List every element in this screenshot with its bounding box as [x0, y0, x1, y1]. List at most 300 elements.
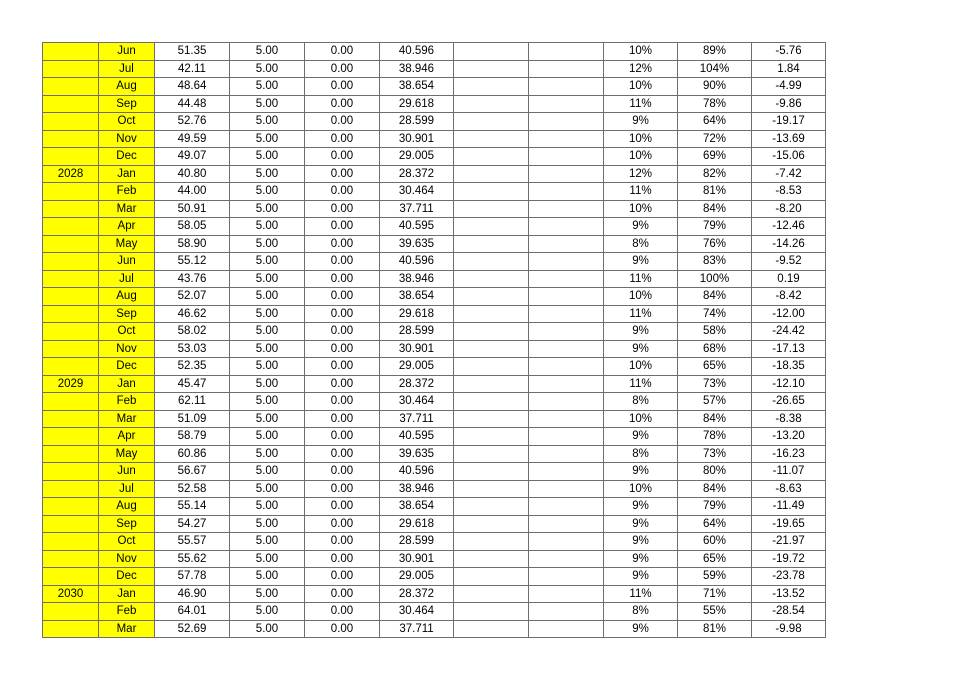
month-cell: Jun	[99, 463, 155, 481]
delta-cell: -24.42	[752, 323, 826, 341]
blank-cell	[529, 340, 604, 358]
value-cell-2: 5.00	[230, 253, 305, 271]
percent-cell-1: 10%	[604, 358, 678, 376]
value-cell-4: 30.464	[380, 393, 454, 411]
value-cell-4: 28.599	[380, 113, 454, 131]
value-cell-5	[454, 480, 529, 498]
percent-cell-1: 10%	[604, 78, 678, 96]
value-cell-2: 5.00	[230, 340, 305, 358]
delta-cell: -16.23	[752, 445, 826, 463]
percent-cell-2: 81%	[678, 620, 752, 638]
year-cell	[43, 620, 99, 638]
value-cell-4: 38.654	[380, 288, 454, 306]
month-cell: Mar	[99, 200, 155, 218]
delta-cell: -18.35	[752, 358, 826, 376]
blank-cell	[529, 270, 604, 288]
value-cell-3: 0.00	[305, 183, 380, 201]
data-table	[42, 42, 826, 638]
month-cell: May	[99, 445, 155, 463]
value-cell-1: 58.05	[155, 218, 230, 236]
month-cell: Aug	[99, 78, 155, 96]
percent-cell-2: 58%	[678, 323, 752, 341]
year-cell	[43, 498, 99, 516]
value-cell-2: 5.00	[230, 358, 305, 376]
table-row	[43, 200, 826, 218]
month-cell: Apr	[99, 428, 155, 446]
percent-cell-2: 57%	[678, 393, 752, 411]
delta-cell: -26.65	[752, 393, 826, 411]
year-cell	[43, 288, 99, 306]
value-cell-1: 55.12	[155, 253, 230, 271]
table-row	[43, 253, 826, 271]
value-cell-3: 0.00	[305, 43, 380, 61]
value-cell-1: 43.76	[155, 270, 230, 288]
percent-cell-2: 59%	[678, 568, 752, 586]
year-cell	[43, 235, 99, 253]
value-cell-5	[454, 200, 529, 218]
value-cell-2: 5.00	[230, 235, 305, 253]
year-cell	[43, 95, 99, 113]
percent-cell-2: 55%	[678, 603, 752, 621]
percent-cell-1: 9%	[604, 620, 678, 638]
value-cell-5	[454, 60, 529, 78]
table-row	[43, 393, 826, 411]
year-cell	[43, 445, 99, 463]
value-cell-2: 5.00	[230, 78, 305, 96]
value-cell-1: 52.58	[155, 480, 230, 498]
delta-cell: -19.65	[752, 515, 826, 533]
month-cell: Jul	[99, 270, 155, 288]
blank-cell	[529, 323, 604, 341]
percent-cell-1: 12%	[604, 60, 678, 78]
percent-cell-1: 9%	[604, 323, 678, 341]
value-cell-5	[454, 270, 529, 288]
percent-cell-1: 11%	[604, 305, 678, 323]
month-cell: Oct	[99, 323, 155, 341]
value-cell-5	[454, 323, 529, 341]
blank-cell	[529, 253, 604, 271]
percent-cell-1: 8%	[604, 393, 678, 411]
delta-cell: -12.10	[752, 375, 826, 393]
percent-cell-2: 78%	[678, 428, 752, 446]
value-cell-1: 50.91	[155, 200, 230, 218]
percent-cell-2: 71%	[678, 585, 752, 603]
value-cell-2: 5.00	[230, 533, 305, 551]
value-cell-3: 0.00	[305, 498, 380, 516]
percent-cell-2: 104%	[678, 60, 752, 78]
value-cell-2: 5.00	[230, 603, 305, 621]
delta-cell: -9.52	[752, 253, 826, 271]
month-cell: Oct	[99, 533, 155, 551]
percent-cell-1: 9%	[604, 533, 678, 551]
table-row	[43, 43, 826, 61]
table-row	[43, 568, 826, 586]
value-cell-5	[454, 340, 529, 358]
table-row	[43, 323, 826, 341]
delta-cell: -9.86	[752, 95, 826, 113]
percent-cell-2: 84%	[678, 480, 752, 498]
value-cell-5	[454, 410, 529, 428]
blank-cell	[529, 95, 604, 113]
value-cell-2: 5.00	[230, 183, 305, 201]
percent-cell-1: 10%	[604, 130, 678, 148]
value-cell-5	[454, 515, 529, 533]
delta-cell: -8.63	[752, 480, 826, 498]
delta-cell: -13.20	[752, 428, 826, 446]
percent-cell-2: 64%	[678, 113, 752, 131]
percent-cell-1: 9%	[604, 428, 678, 446]
value-cell-3: 0.00	[305, 235, 380, 253]
blank-cell	[529, 78, 604, 96]
value-cell-4: 39.635	[380, 235, 454, 253]
value-cell-4: 30.464	[380, 183, 454, 201]
value-cell-1: 56.67	[155, 463, 230, 481]
value-cell-2: 5.00	[230, 498, 305, 516]
value-cell-3: 0.00	[305, 480, 380, 498]
value-cell-3: 0.00	[305, 253, 380, 271]
value-cell-1: 49.59	[155, 130, 230, 148]
table-row	[43, 603, 826, 621]
value-cell-5	[454, 568, 529, 586]
value-cell-2: 5.00	[230, 270, 305, 288]
value-cell-4: 40.596	[380, 43, 454, 61]
percent-cell-1: 9%	[604, 498, 678, 516]
delta-cell: -8.20	[752, 200, 826, 218]
value-cell-1: 53.03	[155, 340, 230, 358]
percent-cell-2: 79%	[678, 498, 752, 516]
value-cell-4: 38.946	[380, 480, 454, 498]
table-row	[43, 165, 826, 183]
table-row	[43, 183, 826, 201]
value-cell-5	[454, 165, 529, 183]
year-cell	[43, 323, 99, 341]
percent-cell-2: 100%	[678, 270, 752, 288]
value-cell-5	[454, 498, 529, 516]
percent-cell-2: 73%	[678, 375, 752, 393]
value-cell-4: 30.901	[380, 340, 454, 358]
blank-cell	[529, 305, 604, 323]
blank-cell	[529, 113, 604, 131]
percent-cell-2: 73%	[678, 445, 752, 463]
table-row	[43, 358, 826, 376]
value-cell-4: 39.635	[380, 445, 454, 463]
value-cell-5	[454, 288, 529, 306]
value-cell-1: 57.78	[155, 568, 230, 586]
percent-cell-1: 12%	[604, 165, 678, 183]
percent-cell-2: 84%	[678, 410, 752, 428]
value-cell-4: 29.005	[380, 148, 454, 166]
year-cell	[43, 568, 99, 586]
value-cell-1: 52.07	[155, 288, 230, 306]
percent-cell-1: 10%	[604, 480, 678, 498]
value-cell-1: 46.62	[155, 305, 230, 323]
value-cell-5	[454, 550, 529, 568]
month-cell: May	[99, 235, 155, 253]
table-row	[43, 235, 826, 253]
value-cell-3: 0.00	[305, 568, 380, 586]
year-cell	[43, 270, 99, 288]
year-cell: 2029	[43, 375, 99, 393]
delta-cell: -13.52	[752, 585, 826, 603]
blank-cell	[529, 218, 604, 236]
value-cell-2: 5.00	[230, 288, 305, 306]
month-cell: Mar	[99, 410, 155, 428]
value-cell-2: 5.00	[230, 305, 305, 323]
year-cell	[43, 428, 99, 446]
table-row	[43, 113, 826, 131]
value-cell-2: 5.00	[230, 95, 305, 113]
delta-cell: -7.42	[752, 165, 826, 183]
year-cell	[43, 533, 99, 551]
year-cell	[43, 253, 99, 271]
blank-cell	[529, 288, 604, 306]
value-cell-4: 28.599	[380, 533, 454, 551]
delta-cell: -11.07	[752, 463, 826, 481]
percent-cell-2: 82%	[678, 165, 752, 183]
value-cell-4: 29.005	[380, 358, 454, 376]
value-cell-1: 60.86	[155, 445, 230, 463]
table-row	[43, 340, 826, 358]
value-cell-2: 5.00	[230, 620, 305, 638]
value-cell-1: 45.47	[155, 375, 230, 393]
year-cell: 2028	[43, 165, 99, 183]
value-cell-3: 0.00	[305, 603, 380, 621]
month-cell: Jun	[99, 43, 155, 61]
delta-cell: -8.38	[752, 410, 826, 428]
percent-cell-2: 60%	[678, 533, 752, 551]
value-cell-5	[454, 585, 529, 603]
month-cell: Feb	[99, 393, 155, 411]
percent-cell-2: 68%	[678, 340, 752, 358]
value-cell-3: 0.00	[305, 130, 380, 148]
value-cell-2: 5.00	[230, 585, 305, 603]
value-cell-3: 0.00	[305, 78, 380, 96]
value-cell-4: 28.372	[380, 375, 454, 393]
month-cell: Jan	[99, 585, 155, 603]
value-cell-2: 5.00	[230, 43, 305, 61]
value-cell-1: 40.80	[155, 165, 230, 183]
table-row	[43, 95, 826, 113]
delta-cell: 1.84	[752, 60, 826, 78]
value-cell-3: 0.00	[305, 270, 380, 288]
year-cell	[43, 393, 99, 411]
value-cell-3: 0.00	[305, 148, 380, 166]
percent-cell-1: 9%	[604, 515, 678, 533]
percent-cell-2: 74%	[678, 305, 752, 323]
value-cell-3: 0.00	[305, 375, 380, 393]
year-cell	[43, 183, 99, 201]
value-cell-2: 5.00	[230, 445, 305, 463]
month-cell: Feb	[99, 183, 155, 201]
value-cell-1: 44.00	[155, 183, 230, 201]
percent-cell-2: 69%	[678, 148, 752, 166]
percent-cell-1: 8%	[604, 445, 678, 463]
year-cell	[43, 603, 99, 621]
value-cell-5	[454, 95, 529, 113]
month-cell: Jan	[99, 375, 155, 393]
blank-cell	[529, 480, 604, 498]
value-cell-5	[454, 375, 529, 393]
value-cell-4: 40.596	[380, 463, 454, 481]
value-cell-1: 51.09	[155, 410, 230, 428]
value-cell-1: 55.14	[155, 498, 230, 516]
value-cell-1: 49.07	[155, 148, 230, 166]
percent-cell-1: 10%	[604, 43, 678, 61]
value-cell-5	[454, 78, 529, 96]
month-cell: Dec	[99, 568, 155, 586]
value-cell-4: 29.618	[380, 95, 454, 113]
value-cell-2: 5.00	[230, 130, 305, 148]
value-cell-1: 44.48	[155, 95, 230, 113]
value-cell-5	[454, 218, 529, 236]
value-cell-2: 5.00	[230, 568, 305, 586]
table-row	[43, 498, 826, 516]
month-cell: Sep	[99, 515, 155, 533]
blank-cell	[529, 550, 604, 568]
year-cell	[43, 410, 99, 428]
value-cell-3: 0.00	[305, 393, 380, 411]
value-cell-5	[454, 253, 529, 271]
value-cell-3: 0.00	[305, 218, 380, 236]
year-cell	[43, 60, 99, 78]
value-cell-1: 46.90	[155, 585, 230, 603]
delta-cell: -4.99	[752, 78, 826, 96]
value-cell-4: 38.946	[380, 60, 454, 78]
percent-cell-2: 76%	[678, 235, 752, 253]
value-cell-5	[454, 620, 529, 638]
month-cell: Oct	[99, 113, 155, 131]
value-cell-2: 5.00	[230, 480, 305, 498]
delta-cell: -28.54	[752, 603, 826, 621]
blank-cell	[529, 393, 604, 411]
value-cell-3: 0.00	[305, 515, 380, 533]
blank-cell	[529, 148, 604, 166]
percent-cell-2: 81%	[678, 183, 752, 201]
year-cell	[43, 480, 99, 498]
month-cell: Nov	[99, 130, 155, 148]
delta-cell: -8.42	[752, 288, 826, 306]
table-row	[43, 480, 826, 498]
blank-cell	[529, 463, 604, 481]
delta-cell: -14.26	[752, 235, 826, 253]
value-cell-5	[454, 393, 529, 411]
percent-cell-1: 11%	[604, 183, 678, 201]
value-cell-1: 52.35	[155, 358, 230, 376]
value-cell-2: 5.00	[230, 410, 305, 428]
value-cell-2: 5.00	[230, 375, 305, 393]
year-cell	[43, 130, 99, 148]
year-cell	[43, 113, 99, 131]
blank-cell	[529, 533, 604, 551]
percent-cell-1: 9%	[604, 253, 678, 271]
value-cell-3: 0.00	[305, 445, 380, 463]
value-cell-5	[454, 533, 529, 551]
value-cell-2: 5.00	[230, 60, 305, 78]
blank-cell	[529, 498, 604, 516]
delta-cell: -21.97	[752, 533, 826, 551]
value-cell-1: 58.90	[155, 235, 230, 253]
value-cell-3: 0.00	[305, 428, 380, 446]
value-cell-3: 0.00	[305, 533, 380, 551]
value-cell-5	[454, 603, 529, 621]
percent-cell-2: 64%	[678, 515, 752, 533]
percent-cell-2: 78%	[678, 95, 752, 113]
percent-cell-1: 11%	[604, 270, 678, 288]
value-cell-1: 52.76	[155, 113, 230, 131]
percent-cell-2: 84%	[678, 288, 752, 306]
month-cell: Aug	[99, 498, 155, 516]
value-cell-2: 5.00	[230, 200, 305, 218]
table-row	[43, 445, 826, 463]
blank-cell	[529, 43, 604, 61]
blank-cell	[529, 200, 604, 218]
table-row	[43, 620, 826, 638]
year-cell	[43, 200, 99, 218]
table-row	[43, 375, 826, 393]
percent-cell-2: 83%	[678, 253, 752, 271]
percent-cell-1: 9%	[604, 568, 678, 586]
percent-cell-1: 11%	[604, 375, 678, 393]
value-cell-4: 38.654	[380, 78, 454, 96]
value-cell-5	[454, 130, 529, 148]
month-cell: Apr	[99, 218, 155, 236]
percent-cell-1: 11%	[604, 585, 678, 603]
percent-cell-2: 80%	[678, 463, 752, 481]
percent-cell-2: 65%	[678, 550, 752, 568]
percent-cell-1: 10%	[604, 200, 678, 218]
percent-cell-2: 89%	[678, 43, 752, 61]
blank-cell	[529, 585, 604, 603]
blank-cell	[529, 603, 604, 621]
value-cell-4: 37.711	[380, 620, 454, 638]
value-cell-1: 55.62	[155, 550, 230, 568]
value-cell-5	[454, 148, 529, 166]
percent-cell-2: 79%	[678, 218, 752, 236]
blank-cell	[529, 445, 604, 463]
delta-cell: -19.72	[752, 550, 826, 568]
table-row	[43, 428, 826, 446]
table-row	[43, 288, 826, 306]
year-cell	[43, 305, 99, 323]
blank-cell	[529, 375, 604, 393]
table-row	[43, 78, 826, 96]
value-cell-5	[454, 358, 529, 376]
blank-cell	[529, 130, 604, 148]
value-cell-1: 64.01	[155, 603, 230, 621]
delta-cell: -12.00	[752, 305, 826, 323]
percent-cell-1: 8%	[604, 603, 678, 621]
value-cell-3: 0.00	[305, 585, 380, 603]
table-row	[43, 515, 826, 533]
value-cell-1: 62.11	[155, 393, 230, 411]
table-row	[43, 270, 826, 288]
value-cell-4: 40.595	[380, 218, 454, 236]
value-cell-1: 48.64	[155, 78, 230, 96]
value-cell-3: 0.00	[305, 165, 380, 183]
percent-cell-1: 10%	[604, 410, 678, 428]
value-cell-4: 28.599	[380, 323, 454, 341]
table-row	[43, 463, 826, 481]
value-cell-4: 28.372	[380, 165, 454, 183]
delta-cell: -9.98	[752, 620, 826, 638]
value-cell-4: 28.372	[380, 585, 454, 603]
year-cell	[43, 148, 99, 166]
year-cell	[43, 550, 99, 568]
blank-cell	[529, 410, 604, 428]
percent-cell-1: 9%	[604, 218, 678, 236]
delta-cell: -15.06	[752, 148, 826, 166]
value-cell-4: 40.595	[380, 428, 454, 446]
